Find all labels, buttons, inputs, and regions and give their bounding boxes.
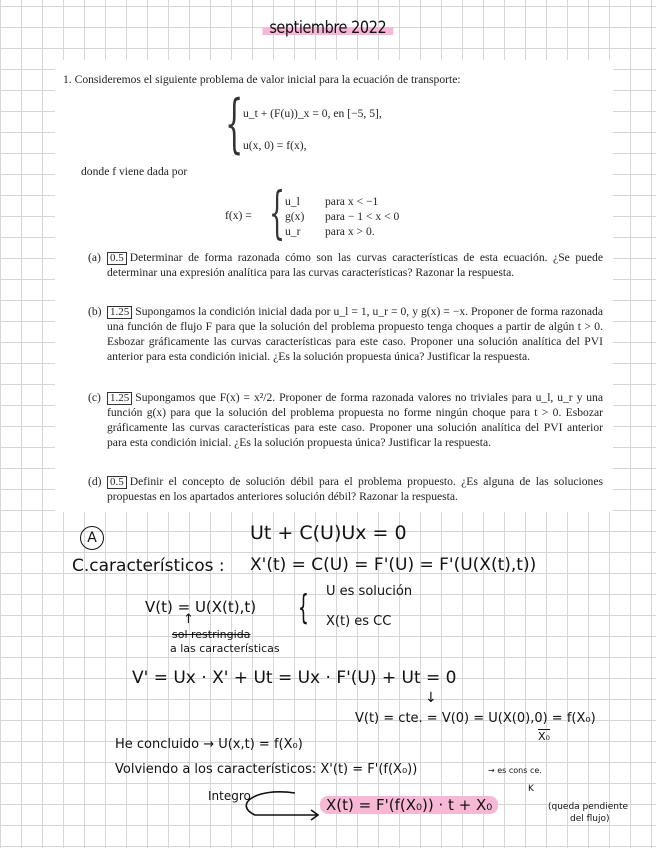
k-label: K [528,784,534,794]
flux-note-1: (queda pendiente [548,802,629,812]
exam-sheet [55,60,613,512]
brace-note-2: X(t) es CC [326,614,392,629]
sol-note-2: a las características [170,642,280,655]
points-box: 1.25 [107,306,132,319]
points-box: 0.5 [107,476,127,489]
f-row-value: u_l [285,195,300,208]
characteristics-label: C.característicos : [72,556,225,576]
part-label: (b) [88,305,102,318]
donde-text: donde f viene dada por [81,165,188,178]
points-box: 1.25 [107,392,132,405]
constant-note: → es cons ce. [488,766,542,775]
part-label: (a) [88,251,101,264]
page-title: septiembre 2022 [263,18,394,38]
note-brace: { [298,588,309,628]
back-to-characteristics: Volviendo a los característicos: X'(t) = F'(f(X₀)) [115,762,418,777]
v-derivative: V' = Ux · X' + Ut = Ux · F'(U) + Ut = 0 [132,668,457,688]
system-brace: { [225,87,244,161]
concluded-note: He concluido → U(x,t) = f(X₀) [115,737,303,752]
part-b [88,304,603,364]
question-intro: 1. Consideremos el siguiente problema de valor inicial para la ecuación de transporte: [63,73,461,86]
part-label: (d) [88,475,102,488]
curved-arrow-icon [225,785,325,825]
title-wrap [0,18,656,38]
integro-note: Integro [208,789,251,803]
f-row-condition: para − 1 < x < 0 [325,210,400,223]
down-arrow-icon: ↓ [425,690,437,706]
piecewise-function [225,181,545,246]
brace-note-1: U es solución [326,584,413,599]
f-row-value: g(x) [285,210,305,223]
final-equation-wrap [320,796,498,814]
part-a-marker: A [80,526,104,550]
x0-label: X₀ [538,730,550,743]
piecewise-brace: { [269,181,286,246]
system-line-1: u_t + (F(u))_x = 0, en [−5, 5], [243,107,382,120]
pde-system [225,87,525,168]
part-text: Supongamos la condición inicial dada por u_l = 1, u_r = 0, y g(x) = −x. Proponer de forma razonada una función de flujo F para que la solución del problema propuesto tenga choques a partir de algún t > 0. Esbozar gráficamente las curvas características para este caso. Proponer una solución analítica del PVI anterior para esta condición inicial. ¿Es la solución propuesta única? Justificar la respuesta. [107,305,603,363]
f-row-condition: para x < −1 [325,195,379,208]
final-equation: X(t) = F'(f(X₀)) · t + X₀ [320,796,498,814]
part-label: (c) [88,391,101,404]
transport-equation: Ut + C(U)Ux = 0 [250,522,407,544]
part-c [88,390,603,450]
part-text: Definir el concepto de solución débil para el problema propuesto. ¿Es alguna de las soluciones propuestas en los apartados anteriores solución débil? Razonar la respuesta. [107,475,603,503]
system-line-2: u(x, 0) = f(x), [243,139,307,152]
v-constant: V(t) = cte. = V(0) = U(X(0),0) = f(X₀) [355,711,596,726]
flux-note-2: del flujo) [570,814,610,824]
sol-note-1: sol restringida [172,628,251,641]
points-box: 0.5 [107,252,127,265]
up-arrow-icon: ↑ [183,612,194,627]
v-definition: V(t) = U(X(t),t) [145,598,257,616]
part-text: Determinar de forma razonada cómo son las curvas características de esta ecuación. ¿Se puede determinar una expresión analítica para las curvas características? Razonar la respuesta. [107,251,603,279]
characteristics-equation: X'(t) = C(U) = F'(U) = F'(U(X(t),t)) [250,555,537,575]
part-d [88,474,603,504]
f-row-condition: para x > 0. [325,225,375,238]
part-text: Supongamos que F(x) = x²/2. Proponer de forma razonada valores no triviales para u_l, u_r y una función g(x) para que la solución del problema propuesta no forme ningún choque para t > 0. Esbozar gráficamente las curvas características para este caso. Proponer una solución analítica del PVI anterior para esta condición inicial. ¿Es la solución propuesta única? Justificar la respuesta. [107,391,603,449]
f-label: f(x) = [225,209,252,222]
f-row-value: u_r [285,225,301,238]
part-a [88,250,603,280]
